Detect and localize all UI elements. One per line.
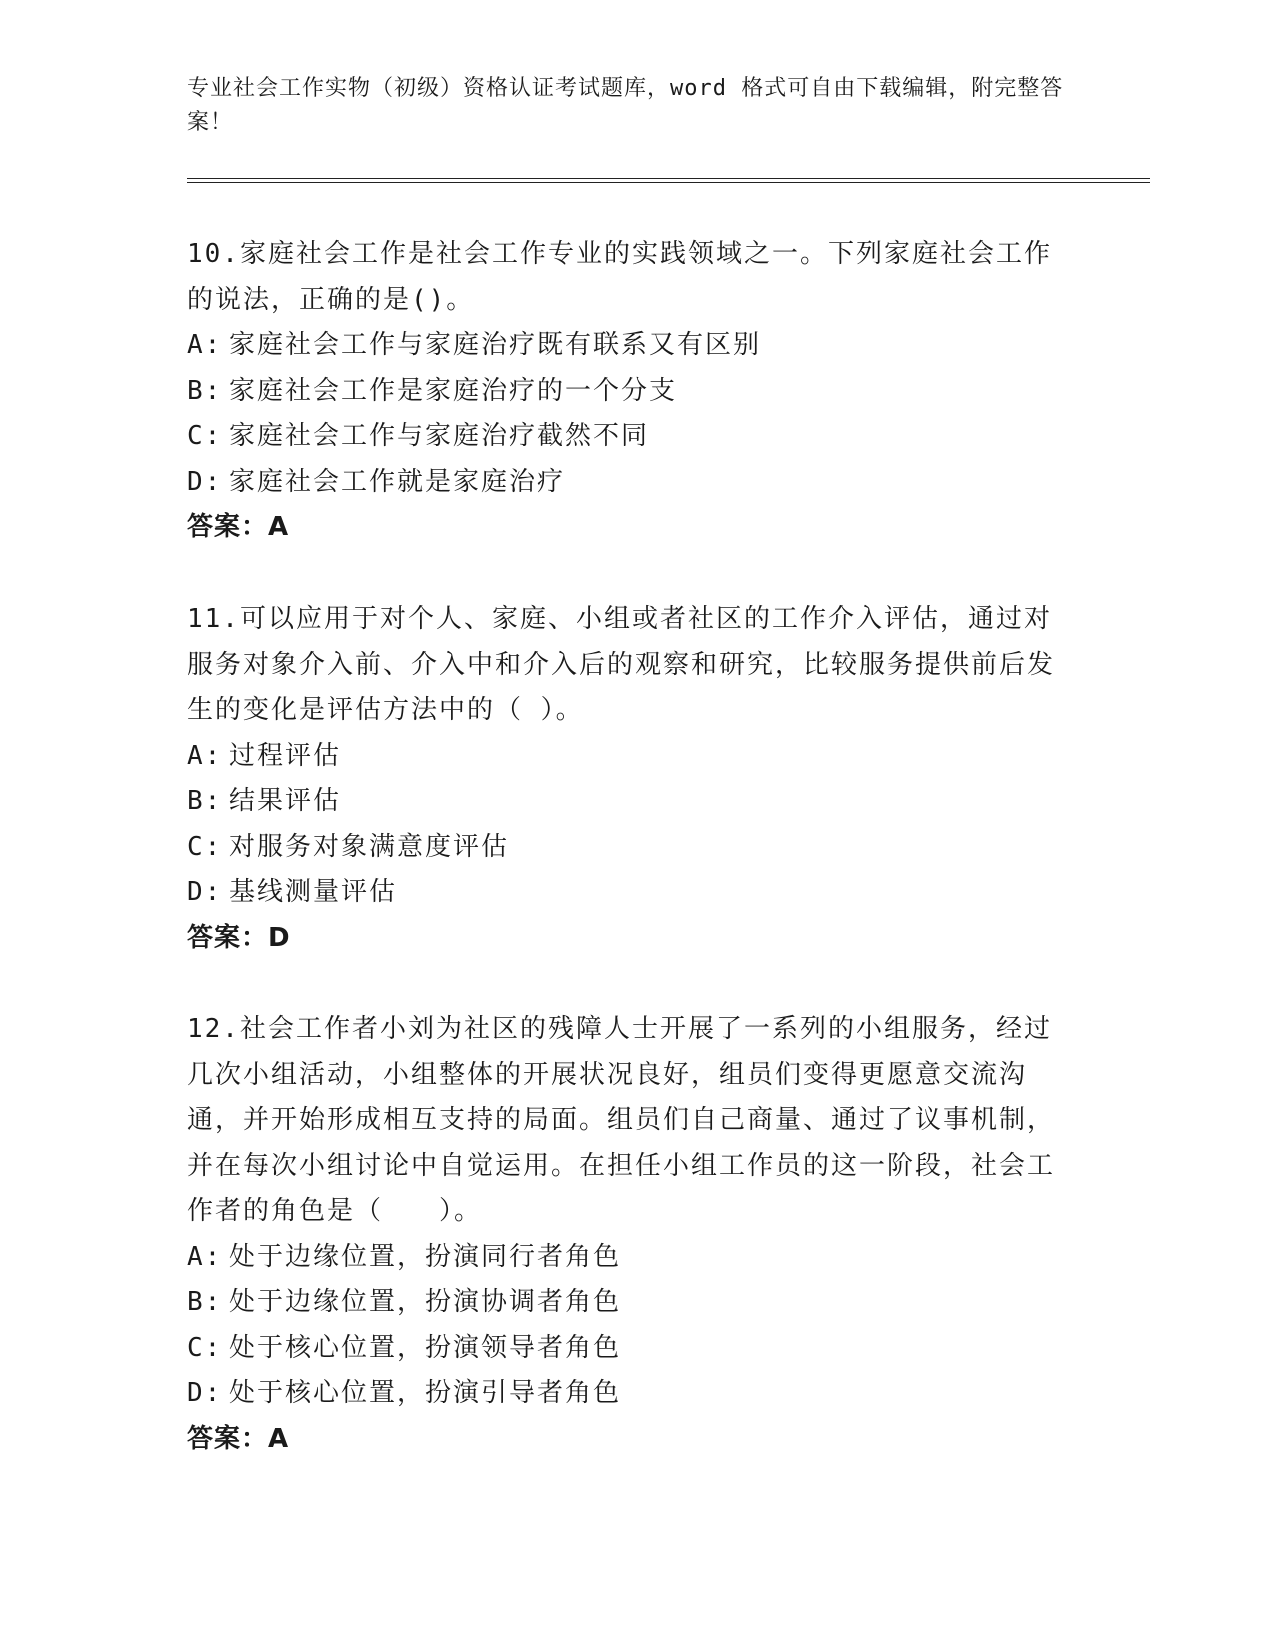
option-d	[187, 460, 1067, 506]
option-letter: C:	[187, 831, 223, 862]
option-b	[187, 369, 1067, 415]
question-11	[187, 597, 1067, 961]
option-d	[187, 1371, 1067, 1417]
option-letter: A:	[187, 740, 223, 771]
option-c	[187, 414, 1067, 460]
question-stem: 11.可以应用于对个人、家庭、小组或者社区的工作介入评估，通过对服务对象介入前、介入中和介入后的观察和研究，比较服务提供前后发生的变化是评估方法中的（ ）。	[187, 604, 1056, 725]
header-divider	[187, 178, 1150, 183]
document-header: 专业社会工作实物（初级）资格认证考试题库，word 格式可自由下载编辑，附完整答案！	[187, 76, 1064, 135]
option-letter: A:	[187, 1241, 223, 1272]
option-text: 处于核心位置，扮演引导者角色	[229, 1378, 622, 1408]
option-text: 家庭社会工作与家庭治疗截然不同	[229, 421, 650, 451]
answer-line: 答案：D	[187, 922, 291, 953]
option-letter: C:	[187, 421, 223, 451]
option-letter: B:	[187, 786, 223, 816]
option-text: 处于核心位置，扮演领导者角色	[229, 1332, 622, 1363]
option-b	[187, 1280, 1067, 1326]
option-letter: D:	[187, 877, 223, 907]
option-text: 对服务对象满意度评估	[229, 831, 510, 862]
option-letter: A:	[187, 330, 223, 360]
option-letter: D:	[187, 466, 223, 497]
option-a	[187, 323, 1067, 369]
option-d	[187, 870, 1067, 916]
option-text: 家庭社会工作是家庭治疗的一个分支	[229, 375, 678, 406]
option-list	[187, 1235, 1067, 1417]
option-text: 家庭社会工作与家庭治疗既有联系又有区别	[229, 330, 762, 360]
option-list	[187, 323, 1067, 505]
option-text: 基线测量评估	[229, 877, 398, 907]
question-10	[187, 232, 1067, 551]
question-stem: 10.家庭社会工作是社会工作专业的实践领域之一。下列家庭社会工作的说法，正确的是()。	[187, 239, 1052, 315]
option-a	[187, 734, 1067, 780]
option-letter: B:	[187, 375, 223, 406]
option-b	[187, 779, 1067, 825]
answer-line: 答案：A	[187, 1423, 290, 1454]
option-letter: C:	[187, 1332, 223, 1363]
option-text: 处于边缘位置，扮演同行者角色	[229, 1241, 622, 1272]
question-12	[187, 1007, 1067, 1462]
option-a	[187, 1235, 1067, 1281]
option-text: 过程评估	[229, 740, 342, 771]
option-text: 结果评估	[229, 786, 342, 816]
answer-line: 答案：A	[187, 512, 290, 542]
option-letter: D:	[187, 1378, 223, 1408]
option-text: 处于边缘位置，扮演协调者角色	[229, 1287, 622, 1317]
option-c	[187, 1326, 1067, 1372]
option-list	[187, 734, 1067, 916]
option-c	[187, 825, 1067, 871]
option-letter: B:	[187, 1287, 223, 1317]
question-stem: 12.社会工作者小刘为社区的残障人士开展了一系列的小组服务，经过几次小组活动，小组整体的开展状况良好，组员们变得更愿意交流沟通，并开始形成相互支持的局面。组员们自己商量、通过了议事机制，并在每次小组讨论中自觉运用。在担任小组工作员的这一阶段，社会工作者的角色是（ ）。	[187, 1014, 1056, 1226]
option-text: 家庭社会工作就是家庭治疗	[229, 466, 566, 497]
